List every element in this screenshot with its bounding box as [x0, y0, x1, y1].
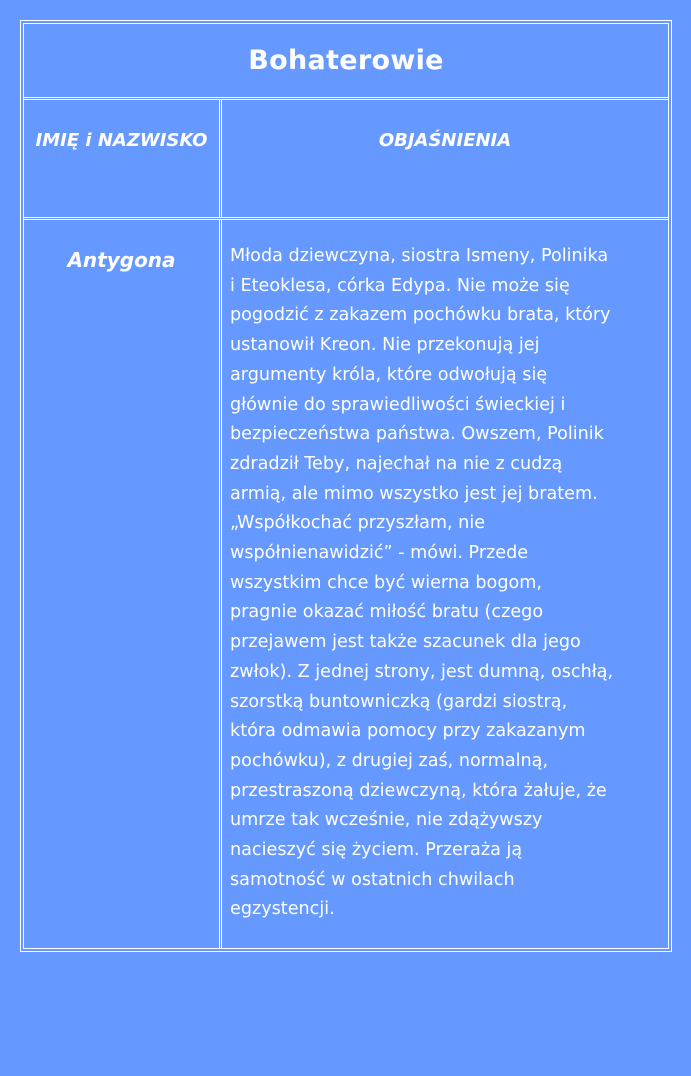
header-explanation-label: OBJAŚNIENIA	[378, 130, 512, 151]
table-header-row	[24, 100, 668, 220]
character-description-cell	[222, 220, 668, 948]
header-name-label: IMIĘ i NAZWISKO	[35, 130, 208, 151]
character-name-cell	[24, 220, 222, 948]
characters-table	[20, 20, 672, 952]
table-title-row	[24, 24, 668, 100]
header-cell-explanation	[222, 100, 668, 217]
header-cell-name	[24, 100, 222, 217]
character-name: Antygona	[67, 248, 176, 272]
character-description: Młoda dziewczyna, siostra Ismeny, Polinika i Eteoklesa, córka Edypa. Nie może się pogodzić z zakazem pochówku brata, który ustanowił Kreon. Nie przekonują jej argumenty króla, które odwołują się głównie do sprawiedliwości świeckiej i bezpieczeństwa państwa. Owszem, Polinik zdradził Teby, najechał na nie z cudzą armią, ale mimo wszystko jest jej bratem. „Współkochać przyszłam, nie współnienawidzić” - mówi. Przede wszystkim chce być wierna bogom, pragnie okazać miłość bratu (czego przejawem jest także szacunek dla jego zwłok). Z jednej strony, jest dumną, oschłą, szorstką buntowniczką (gardzi siostrą, która odmawia pomocy przy zakazanym pochówku), z drugiej zaś, normalną, przestraszoną dziewczyną, która żałuje, że umrze tak wcześnie, nie zdążywszy nacieszyć się życiem. Przeraża ją samotność w ostatnich chwilach egzystencji.	[230, 246, 614, 920]
table-row	[24, 220, 668, 948]
table-title: Bohaterowie	[248, 45, 444, 76]
